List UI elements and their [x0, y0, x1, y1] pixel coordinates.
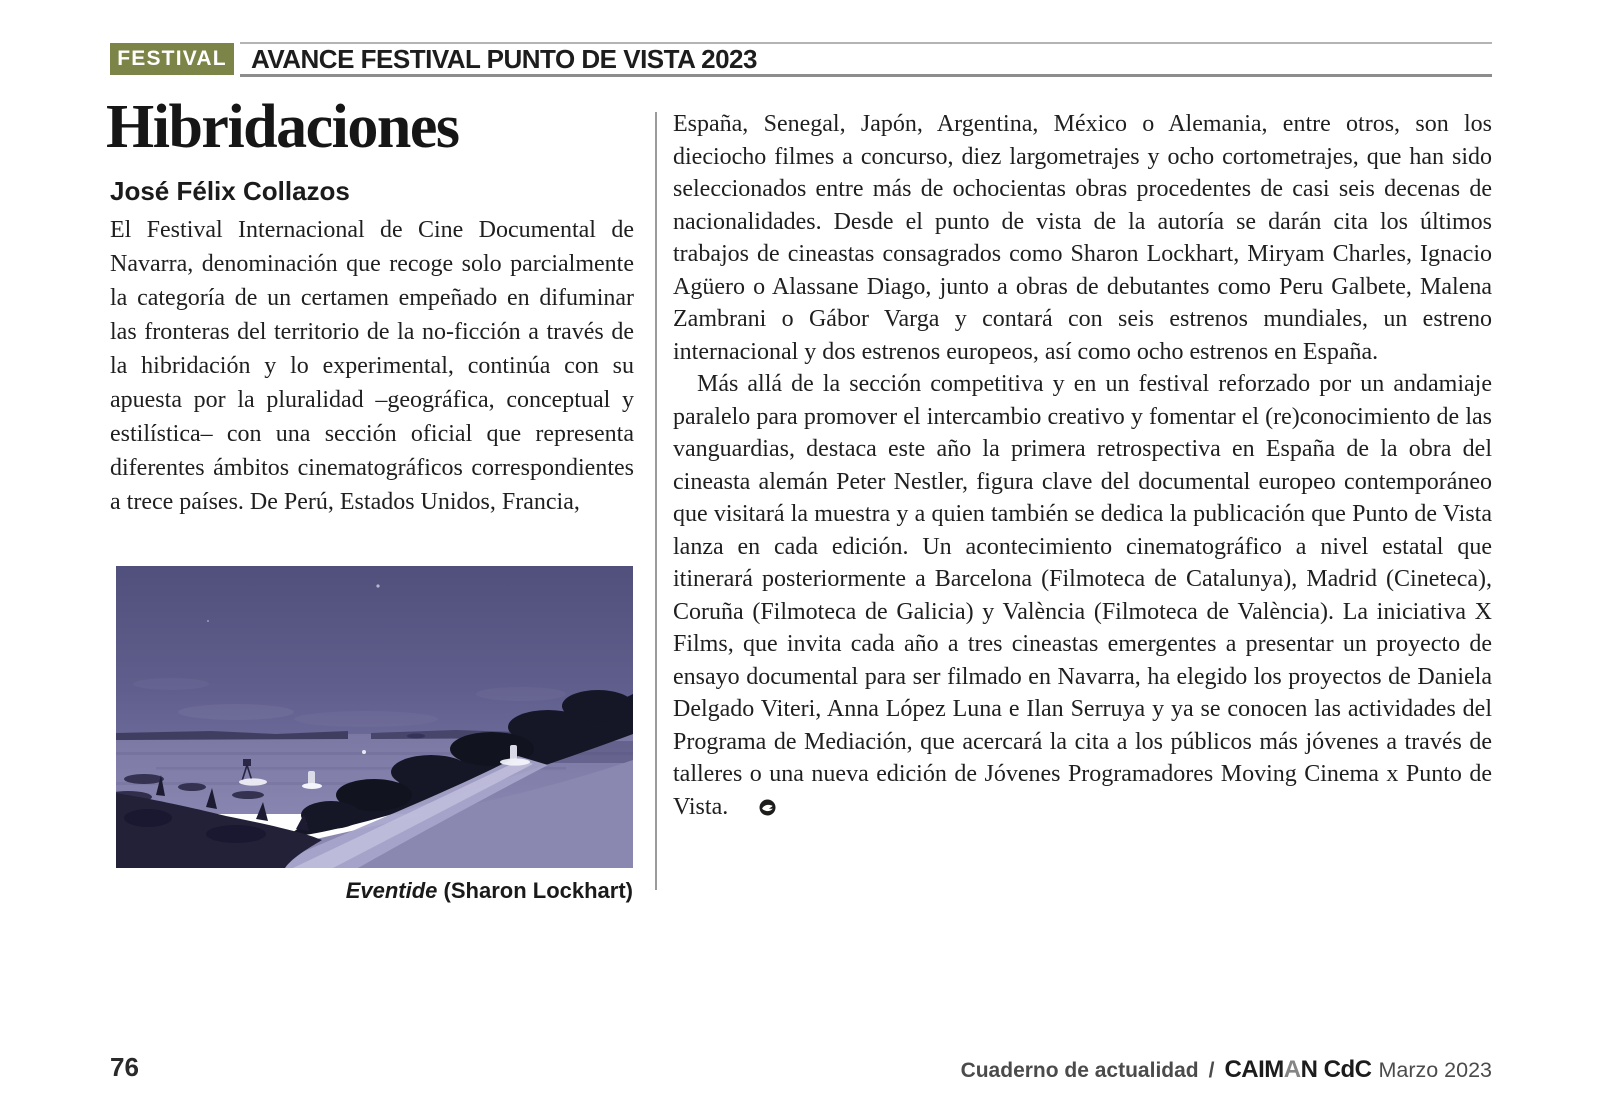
header-rule-bottom	[240, 74, 1492, 77]
footer-section-label: Cuaderno de actualidad	[960, 1059, 1199, 1082]
article-left-column: El Festival Internacional de Cine Documental de Navarra, denominación que recoge solo parcialmente la categoría de un certamen empeñado en difuminar las fronteras del territorio de la no-ficción a través de la hibridación y lo experimental, continúa con su apuesta por la pluralidad –geográfica, conceptual y estilística– con una sección oficial que representa diferentes ámbitos cinematográficos correspondientes a trece países. De Perú, Estados Unidos, Francia,	[110, 217, 634, 515]
brand-logo-part1: CAIM	[1224, 1056, 1284, 1083]
brand-logo-accent: A	[1283, 1056, 1301, 1083]
kicker-title: AVANCE FESTIVAL PUNTO DE VISTA 2023	[251, 43, 757, 74]
photo-caption	[116, 878, 633, 904]
footer-separator: /	[1208, 1059, 1215, 1082]
photo-caption-title: Eventide	[345, 878, 438, 903]
article-right-column	[673, 108, 1492, 823]
caiman-endmark-icon	[735, 793, 752, 810]
footer-credit	[961, 1056, 1492, 1084]
eventide-photo-graphic	[116, 566, 633, 868]
photo-caption-credit: (Sharon Lockhart)	[437, 878, 633, 903]
footer-issue-date: Marzo 2023	[1378, 1058, 1492, 1082]
article-paragraph: España, Senegal, Japón, Argentina, México o Alemania, entre otros, son los dieciocho filmes a concurso, diez largometrajes y ocho cortometrajes, que han sido seleccionados entre más de ochocientas obras procedentes de casi seis decenas de nacionalidades. Desde el punto de vista de la autoría se darán cita los últimos trabajos de cineastas consagrados como Sharon Lockhart, Miryam Charles, Ignacio Agüero o Alassane Diago, junto a obras de debutantes como Peru Galbete, Malena Zambrani o Gábor Varga y contará con seis estrenos mundiales, un estreno internacional y dos estrenos europeos, así como ocho estrenos en España.	[673, 111, 1492, 365]
page-number: 76	[110, 1052, 139, 1082]
article-title: Hibridaciones	[106, 93, 459, 161]
section-badge: FESTIVAL	[110, 43, 234, 75]
article-photo	[116, 566, 633, 868]
article-author: José Félix Collazos	[110, 176, 350, 206]
brand-logo-part2: N CdC	[1300, 1056, 1372, 1083]
article-paragraph: Más allá de la sección competitiva y en un festival reforzado por un andamiaje paralelo para promover el intercambio creativo y fomentar el (re)conocimiento de las vanguardias, destaca este año la primera retrospectiva en España de la obra del cineasta alemán Peter Nestler, figura clave del documental europeo contemporáneo que visitará la muestra y a quien también se dedica la publicación que Punto de Vista lanza en cada edición. Un acontecimiento cinematográfico a nivel estatal que itinerará posteriormente a Barcelona (Filmoteca de Catalunya), Madrid (Cineteca), Coruña (Filmoteca de Galicia) y València (Filmoteca de València). La iniciativa X Films, que invita cada año a tres cineastas emergentes a presentar un proyecto de ensayo documental para ser filmado en Navarra, ha elegido los proyectos de Daniela Delgado Viteri, Anna López Luna e Ilan Serruya y ya se conocen las actividades del Programa de Mediación, que acercará la cita a los públicos más jóvenes a través de talleres o una nueva edición de Jóvenes Programadores Moving Cinema x Punto de Vista.	[673, 371, 1492, 820]
column-divider	[655, 112, 657, 890]
